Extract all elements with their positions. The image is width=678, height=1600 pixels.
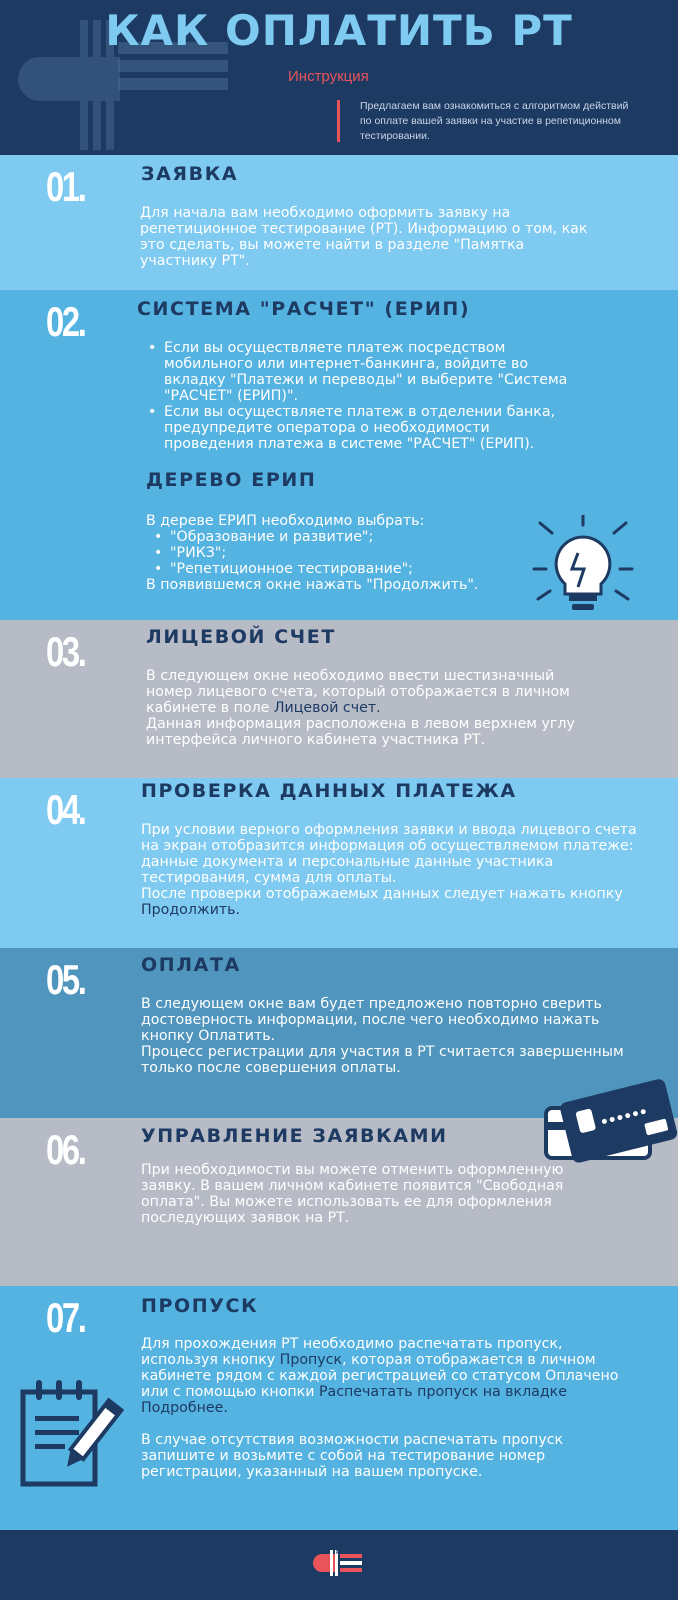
- sub-intro: В дереве ЕРИП необходимо выбрать:: [146, 513, 425, 529]
- step-number: 02.: [46, 298, 85, 345]
- notepad-pencil-icon: [18, 1378, 128, 1490]
- step-text: [146, 668, 596, 748]
- step-text: [141, 996, 646, 1076]
- step-number: 04.: [46, 786, 85, 833]
- header: [0, 0, 678, 155]
- step-7-section: [0, 1286, 678, 1530]
- step-number: 03.: [46, 628, 85, 675]
- accent-bar: [337, 100, 340, 142]
- step-title: ОПЛАТА: [141, 954, 241, 976]
- page-title: КАК ОПЛАТИТЬ РТ: [105, 6, 573, 55]
- list-item: • "Образование и развитие";: [152, 529, 546, 545]
- step-title: УПРАВЛЕНИЕ ЗАЯВКАМИ: [141, 1125, 448, 1147]
- highlight-text: Лицевой счет.: [273, 700, 381, 716]
- step-text: [141, 1336, 621, 1480]
- intro-description: Предлагаем вам ознакомиться с алгоритмом действий по оплате вашей заявки на участие в репетиционном тестировании.: [360, 100, 629, 142]
- step-title: СИСТЕМА "РАСЧЕТ" (ЕРИП): [137, 298, 471, 320]
- lightbulb-icon: [530, 515, 640, 615]
- highlight-text: Распечатать пропуск на вкладке Подробнее.: [141, 1384, 567, 1416]
- highlight-text: Продолжить.: [141, 902, 241, 918]
- credit-cards-icon: [538, 1078, 678, 1168]
- list-item: • Если вы осуществляете платеж в отделении банка, предупредите оператора о необходимости проведения платежа в системе "РАСЧЕТ" (ЕРИП).: [146, 404, 576, 452]
- step-number: 01.: [46, 163, 85, 210]
- text-part: После проверки отображаемых данных следует нажать кнопку: [141, 886, 623, 902]
- text-part: В случае отсутствия возможности распечатать пропуск запишите и возьмите с собой на тестирование номер регистрации, указанный на вашем пропуске.: [141, 1432, 564, 1480]
- text-part: Для прохождения РТ необходимо распечатать пропуск, используя кнопку: [141, 1336, 563, 1368]
- text-part: Данная информация расположена в левом верхнем углу интерфейса личного кабинета участника РТ.: [146, 716, 575, 748]
- step-4-section: [0, 778, 678, 948]
- step-text: [141, 822, 646, 918]
- list-item: • Если вы осуществляете платеж посредством мобильного или интернет-банкинга, войдите во вкладку "Платежи и переводы" и выберите "Система "РАСЧЕТ" (ЕРИП)".: [146, 340, 576, 404]
- step-number: 05.: [46, 956, 85, 1003]
- text-part: При условии верного оформления заявки и ввода лицевого счета на экран отобразится информация об осуществляемом платеже: данные документа и персональные данные участника тестирования, сумма для оплаты.: [141, 822, 637, 886]
- text-part: , которая отображается в личном кабинете рядом с каждой регистрацией со статусом Оплачено или с помощью кнопки: [141, 1352, 619, 1400]
- footer: [0, 1530, 678, 1600]
- highlight-text: Пропуск: [279, 1352, 343, 1368]
- rikz-logo-text: РИКЗ: [336, 1550, 352, 1556]
- step-2-section: [0, 290, 678, 620]
- sub-text: [146, 513, 546, 593]
- sub-bullet-list: [146, 529, 546, 577]
- step-number: 07.: [46, 1294, 85, 1341]
- step-text: Для начала вам необходимо оформить заявку на репетиционное тестирование (РТ). Информацию о том, как это сделать, вы можете найти в разделе "Памятка участнику РТ".: [140, 205, 588, 269]
- text-part: Процесс регистрации для участия в РТ считается завершенным только после совершения оплаты.: [141, 1044, 624, 1076]
- step-text: При необходимости вы можете отменить оформленную заявку. В вашем личном кабинете появится "Свободная оплата". Вы можете использовать ее для оформления последующих заявок на РТ.: [141, 1162, 564, 1226]
- page-subtitle: Инструкция: [288, 68, 369, 85]
- step-3-section: [0, 620, 678, 778]
- sub-outro: В появившемся окне нажать "Продолжить".: [146, 577, 479, 593]
- step-bullet-list: [146, 340, 576, 452]
- step-title: ПРОВЕРКА ДАННЫХ ПЛАТЕЖА: [141, 780, 517, 802]
- step-title: ЛИЦЕВОЙ СЧЕТ: [146, 626, 336, 648]
- list-item: • "Репетиционное тестирование";: [152, 561, 546, 577]
- step-1-section: [0, 155, 678, 290]
- step-title: ЗАЯВКА: [141, 163, 239, 185]
- text-part: В следующем окне необходимо ввести шестизначный номер лицевого счета, который отображается в личном кабинете в поле: [146, 668, 570, 716]
- step-title: ПРОПУСК: [141, 1295, 259, 1317]
- sub-title: ДЕРЕВО ЕРИП: [146, 469, 317, 491]
- text-part: В следующем окне вам будет предложено повторно сверить достоверность информации, после чего необходимо нажать кнопку Оплатить.: [141, 996, 602, 1044]
- step-number: 06.: [46, 1126, 85, 1173]
- text-paragraph: [141, 1336, 621, 1416]
- list-item: • "РИКЗ";: [152, 545, 546, 561]
